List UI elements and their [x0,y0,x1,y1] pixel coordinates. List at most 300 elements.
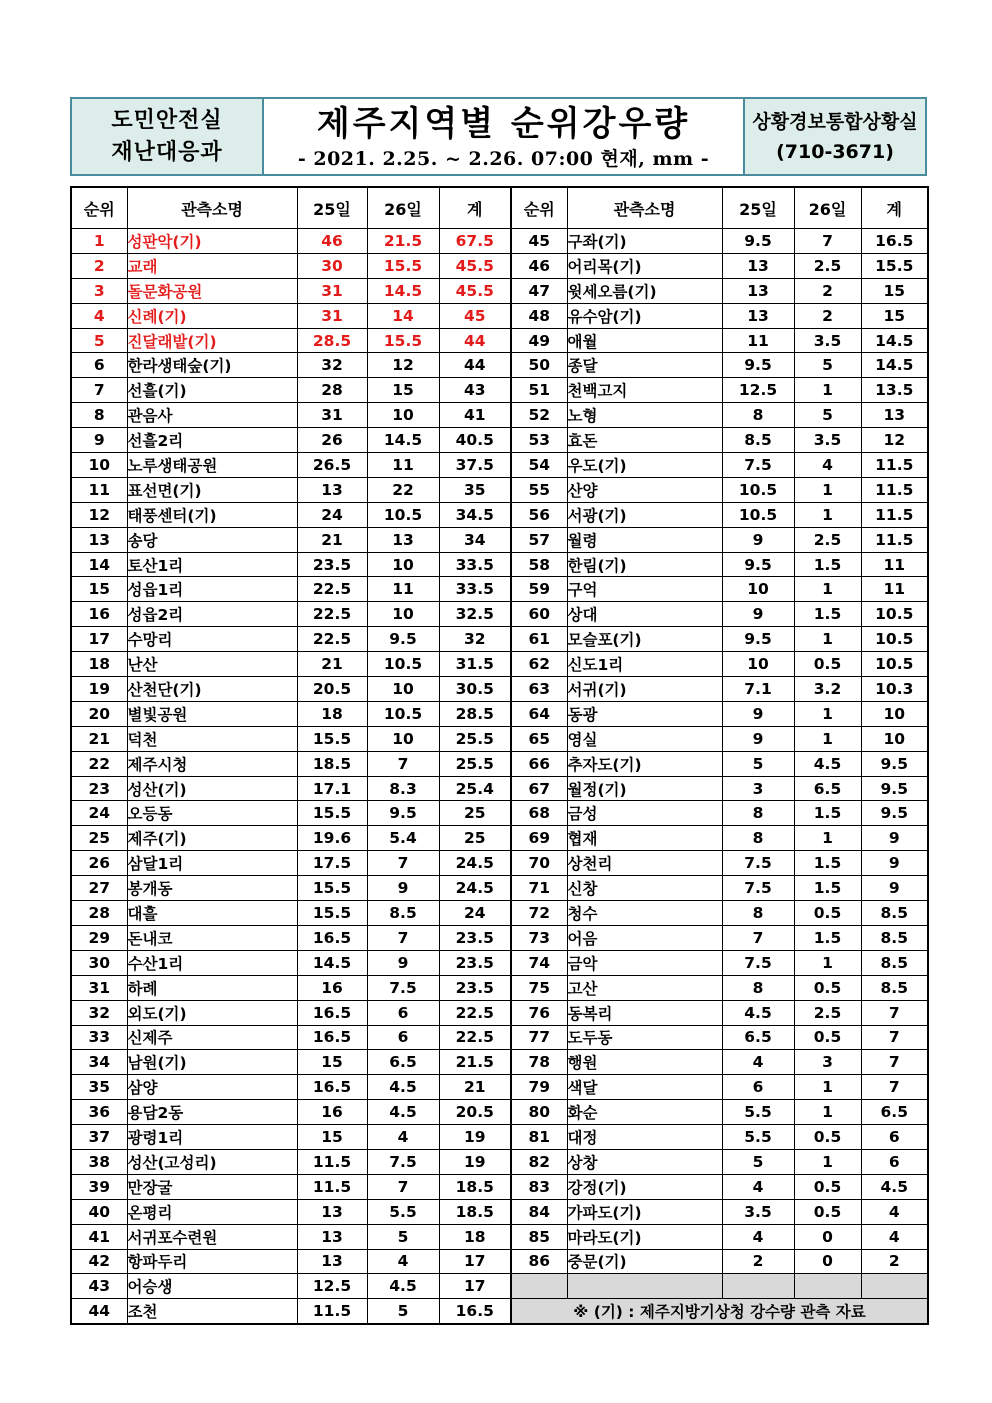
cell-total: 37.5 [439,453,511,478]
cell-total: 16.5 [861,229,928,254]
cell-day26: 10 [367,602,439,627]
cell-rank: 64 [511,701,567,726]
cell-day26: 2.5 [794,1000,861,1025]
cell-rank: 82 [511,1149,567,1174]
cell-station: 제주(기) [127,826,297,851]
cell-day25: 9 [722,602,794,627]
cell-total: 25 [439,801,511,826]
cell-day25: 13 [297,477,367,502]
cell-rank: 72 [511,901,567,926]
cell-station: 성산(기) [127,776,297,801]
table-row [71,602,928,627]
cell-day26: 1 [794,1075,861,1100]
cell-total: 11.5 [861,502,928,527]
cell-rank: 79 [511,1075,567,1100]
cell-total: 8.5 [861,925,928,950]
cell-day26: 0 [794,1224,861,1249]
cell-rank: 28 [71,901,127,926]
cell-rank: 42 [71,1249,127,1274]
table-row [71,353,928,378]
cell-station: 어승생 [127,1274,297,1299]
cell-station: 산양 [567,477,722,502]
cell-total: 23.5 [439,950,511,975]
cell-total: 33.5 [439,577,511,602]
cell-total: 6 [861,1125,928,1150]
cell-rank: 57 [511,527,567,552]
table-row [71,378,928,403]
cell-rank: 17 [71,627,127,652]
cell-station: 월정(기) [567,776,722,801]
cell-rank: 47 [511,278,567,303]
cell-total: 67.5 [439,229,511,254]
cell-rank: 11 [71,477,127,502]
rainfall-ranking-table [70,186,929,1325]
cell-day26: 15 [367,378,439,403]
cell-station: 애월 [567,328,722,353]
column-header-day25: 25일 [297,187,367,229]
cell-total: 7 [861,1025,928,1050]
cell-day26: 10 [367,677,439,702]
table-row [71,677,928,702]
cell-day26: 1 [794,950,861,975]
cell-day25: 9.5 [722,627,794,652]
table-row [71,1174,928,1199]
cell-rank: 7 [71,378,127,403]
cell-rank: 81 [511,1125,567,1150]
cell-day26: 21.5 [367,229,439,254]
table-row [71,1050,928,1075]
cell-rank: 27 [71,876,127,901]
cell-total: 24.5 [439,851,511,876]
cell-total: 4 [861,1199,928,1224]
cell-day25: 17.5 [297,851,367,876]
cell-day25: 15.5 [297,726,367,751]
cell-station: 외도(기) [127,1000,297,1025]
cell-station: 월령 [567,527,722,552]
cell-day26: 15.5 [367,328,439,353]
table-row [71,428,928,453]
column-header-rank: 순위 [71,187,127,229]
cell-day25: 46 [297,229,367,254]
cell-station: 삼양 [127,1075,297,1100]
cell-total: 17 [439,1249,511,1274]
cell-day26: 6 [367,1000,439,1025]
table-row [71,751,928,776]
cell-rank: 51 [511,378,567,403]
cell-day25: 32 [297,353,367,378]
cell-day26: 1.5 [794,552,861,577]
cell-station: 제주시청 [127,751,297,776]
table-row [71,1149,928,1174]
cell-day25: 7.5 [722,851,794,876]
cell-total: 9.5 [861,801,928,826]
table-row [71,876,928,901]
table-body [71,229,928,1325]
cell-station: 협재 [567,826,722,851]
cell-station: 신제주 [127,1025,297,1050]
cell-rank: 36 [71,1100,127,1125]
cell-rank: 65 [511,726,567,751]
cell-rank: 3 [71,278,127,303]
cell-day26: 14.5 [367,278,439,303]
column-header-total: 계 [439,187,511,229]
cell-day25: 6 [722,1075,794,1100]
cell-station: 구억 [567,577,722,602]
cell-day25: 15.5 [297,801,367,826]
cell-station: 상천리 [567,851,722,876]
cell-rank: 69 [511,826,567,851]
cell-total: 15 [861,303,928,328]
cell-day26: 10.5 [367,701,439,726]
table-row [71,403,928,428]
cell-station: 천백고지 [567,378,722,403]
empty-cell [567,1274,722,1299]
table-row [71,851,928,876]
cell-rank: 39 [71,1174,127,1199]
cell-station: 신도1리 [567,652,722,677]
cell-rank: 18 [71,652,127,677]
cell-rank: 24 [71,801,127,826]
cell-day26: 0.5 [794,652,861,677]
cell-day25: 19.6 [297,826,367,851]
cell-rank: 5 [71,328,127,353]
cell-station: 돌문화공원 [127,278,297,303]
cell-total: 45.5 [439,278,511,303]
cell-day26: 4 [367,1249,439,1274]
cell-day25: 13 [722,303,794,328]
cell-day26: 10 [367,726,439,751]
table-row [71,652,928,677]
cell-day26: 13 [367,527,439,552]
cell-total: 25 [439,826,511,851]
cell-station: 남원(기) [127,1050,297,1075]
cell-station: 마라도(기) [567,1224,722,1249]
cell-day26: 4 [367,1125,439,1150]
cell-day25: 30 [297,253,367,278]
cell-total: 28.5 [439,701,511,726]
cell-rank: 74 [511,950,567,975]
cell-total: 23.5 [439,925,511,950]
cell-day26: 7.5 [367,1149,439,1174]
cell-rank: 73 [511,925,567,950]
cell-station: 가파도(기) [567,1199,722,1224]
cell-total: 9 [861,876,928,901]
cell-station: 금성 [567,801,722,826]
cell-day26: 9 [367,950,439,975]
cell-day25: 26 [297,428,367,453]
cell-station: 동복리 [567,1000,722,1025]
cell-day26: 10.5 [367,502,439,527]
cell-rank: 9 [71,428,127,453]
report-header [70,97,927,176]
cell-station: 신창 [567,876,722,901]
cell-station: 상창 [567,1149,722,1174]
cell-day26: 3.5 [794,428,861,453]
cell-day25: 8 [722,975,794,1000]
table-row [71,552,928,577]
cell-day26: 2.5 [794,253,861,278]
cell-day26: 7 [794,229,861,254]
cell-total: 18 [439,1224,511,1249]
table-row [71,1249,928,1274]
cell-day26: 3 [794,1050,861,1075]
table-header-row [71,187,928,229]
cell-day26: 4.5 [367,1274,439,1299]
cell-rank: 29 [71,925,127,950]
cell-day26: 1.5 [794,925,861,950]
cell-day25: 16.5 [297,1075,367,1100]
cell-day25: 9.5 [722,353,794,378]
cell-total: 33.5 [439,552,511,577]
cell-rank: 10 [71,453,127,478]
footnote: ※ (기) : 제주지방기상청 강수량 관측 자료 [511,1299,928,1324]
empty-cell [794,1274,861,1299]
cell-day25: 8 [722,801,794,826]
cell-station: 난산 [127,652,297,677]
cell-day26: 0.5 [794,1174,861,1199]
cell-total: 7 [861,1050,928,1075]
cell-total: 35 [439,477,511,502]
cell-rank: 38 [71,1149,127,1174]
cell-total: 4.5 [861,1174,928,1199]
cell-rank: 33 [71,1025,127,1050]
cell-rank: 48 [511,303,567,328]
cell-station: 선흘(기) [127,378,297,403]
cell-day25: 23.5 [297,552,367,577]
cell-rank: 44 [71,1299,127,1324]
cell-total: 44 [439,328,511,353]
cell-total: 22.5 [439,1000,511,1025]
cell-day26: 1 [794,726,861,751]
cell-day25: 3.5 [722,1199,794,1224]
cell-day26: 10.5 [367,652,439,677]
cell-rank: 52 [511,403,567,428]
cell-rank: 31 [71,975,127,1000]
report-title: 제주지역별 순위강우량 [316,103,691,144]
cell-day26: 7 [367,751,439,776]
cell-total: 18.5 [439,1174,511,1199]
cell-total: 14.5 [861,328,928,353]
cell-total: 25.5 [439,751,511,776]
cell-rank: 68 [511,801,567,826]
cell-day25: 9 [722,701,794,726]
cell-day25: 22.5 [297,577,367,602]
cell-total: 9 [861,851,928,876]
cell-day25: 11.5 [297,1174,367,1199]
cell-station: 산천단(기) [127,677,297,702]
cell-day25: 8.5 [722,428,794,453]
cell-rank: 62 [511,652,567,677]
cell-day26: 6 [367,1025,439,1050]
cell-station: 윗세오름(기) [567,278,722,303]
cell-total: 6.5 [861,1100,928,1125]
cell-day25: 24 [297,502,367,527]
cell-station: 봉개동 [127,876,297,901]
cell-day25: 12.5 [722,378,794,403]
cell-rank: 67 [511,776,567,801]
cell-total: 40.5 [439,428,511,453]
empty-cell [722,1274,794,1299]
cell-day26: 5.5 [367,1199,439,1224]
cell-rank: 78 [511,1050,567,1075]
table-row [71,477,928,502]
cell-station: 삼달1리 [127,851,297,876]
column-header-station: 관측소명 [127,187,297,229]
cell-total: 30.5 [439,677,511,702]
table-row [71,502,928,527]
table-row [71,801,928,826]
cell-total: 10 [861,726,928,751]
cell-day26: 9.5 [367,627,439,652]
cell-day25: 18 [297,701,367,726]
cell-station: 동광 [567,701,722,726]
table-row [71,1025,928,1050]
cell-station: 대정 [567,1125,722,1150]
cell-total: 32 [439,627,511,652]
cell-total: 17 [439,1274,511,1299]
cell-day25: 9.5 [722,229,794,254]
cell-rank: 56 [511,502,567,527]
cell-day25: 21 [297,652,367,677]
department-box [72,99,264,174]
cell-rank: 83 [511,1174,567,1199]
cell-day26: 7 [367,1174,439,1199]
cell-day25: 8 [722,826,794,851]
cell-rank: 21 [71,726,127,751]
cell-total: 25.5 [439,726,511,751]
cell-rank: 41 [71,1224,127,1249]
cell-rank: 50 [511,353,567,378]
cell-station: 송당 [127,527,297,552]
report-period: - 2021. 2.25. ~ 2.26. 07:00 현재, mm - [297,147,710,170]
cell-station: 색달 [567,1075,722,1100]
cell-rank: 53 [511,428,567,453]
table-row [71,726,928,751]
cell-day25: 16 [297,975,367,1000]
cell-day26: 1.5 [794,876,861,901]
cell-total: 20.5 [439,1100,511,1125]
cell-day25: 5 [722,1149,794,1174]
cell-day25: 5 [722,751,794,776]
table-row [71,975,928,1000]
cell-day26: 8.5 [367,901,439,926]
cell-day26: 5 [367,1224,439,1249]
cell-day25: 10.5 [722,477,794,502]
cell-station: 서광(기) [567,502,722,527]
cell-day25: 9.5 [722,552,794,577]
cell-day25: 31 [297,303,367,328]
cell-rank: 61 [511,627,567,652]
cell-day25: 4 [722,1174,794,1199]
cell-total: 34 [439,527,511,552]
table-row [71,826,928,851]
cell-total: 31.5 [439,652,511,677]
cell-day25: 13 [722,278,794,303]
cell-day25: 13 [297,1199,367,1224]
table-row [71,328,928,353]
cell-total: 18.5 [439,1199,511,1224]
cell-day25: 8 [722,403,794,428]
cell-day25: 15 [297,1050,367,1075]
cell-total: 10 [861,701,928,726]
table-row [71,1274,928,1299]
cell-rank: 71 [511,876,567,901]
cell-rank: 34 [71,1050,127,1075]
cell-rank: 66 [511,751,567,776]
cell-day26: 1.5 [794,801,861,826]
cell-station: 하례 [127,975,297,1000]
cell-total: 32.5 [439,602,511,627]
table-row [71,253,928,278]
cell-day26: 0.5 [794,1199,861,1224]
cell-day26: 1 [794,378,861,403]
cell-rank: 14 [71,552,127,577]
cell-rank: 1 [71,229,127,254]
cell-day25: 3 [722,776,794,801]
cell-total: 12 [861,428,928,453]
table-row [71,1199,928,1224]
cell-total: 10.5 [861,627,928,652]
cell-station: 대흘 [127,901,297,926]
cell-day26: 15.5 [367,253,439,278]
cell-total: 11.5 [861,527,928,552]
cell-day26: 12 [367,353,439,378]
cell-station: 태풍센터(기) [127,502,297,527]
cell-day25: 10 [722,577,794,602]
cell-day25: 15.5 [297,876,367,901]
cell-rank: 4 [71,303,127,328]
cell-station: 용담2동 [127,1100,297,1125]
cell-day25: 16 [297,1100,367,1125]
column-header-station: 관측소명 [567,187,722,229]
cell-day26: 2 [794,303,861,328]
cell-total: 22.5 [439,1025,511,1050]
cell-total: 10.5 [861,602,928,627]
table-row [71,1100,928,1125]
cell-day25: 10 [722,652,794,677]
empty-cell [511,1274,567,1299]
cell-total: 24 [439,901,511,926]
cell-rank: 59 [511,577,567,602]
cell-station: 진달래밭(기) [127,328,297,353]
cell-day25: 22.5 [297,602,367,627]
cell-total: 43 [439,378,511,403]
cell-station: 행원 [567,1050,722,1075]
cell-total: 9 [861,826,928,851]
cell-rank: 12 [71,502,127,527]
cell-total: 41 [439,403,511,428]
cell-station: 표선면(기) [127,477,297,502]
cell-day25: 10.5 [722,502,794,527]
cell-day25: 13 [722,253,794,278]
cell-total: 14.5 [861,353,928,378]
cell-day25: 8 [722,901,794,926]
cell-rank: 15 [71,577,127,602]
cell-day25: 11.5 [297,1149,367,1174]
cell-day25: 11 [722,328,794,353]
cell-rank: 76 [511,1000,567,1025]
cell-day26: 3.2 [794,677,861,702]
cell-rank: 63 [511,677,567,702]
cell-day26: 10 [367,552,439,577]
department-line-1: 도민안전실 [111,107,223,133]
cell-day25: 31 [297,403,367,428]
table-row [71,1224,928,1249]
cell-station: 선흘2리 [127,428,297,453]
cell-total: 4 [861,1224,928,1249]
cell-day25: 31 [297,278,367,303]
cell-station: 화순 [567,1100,722,1125]
